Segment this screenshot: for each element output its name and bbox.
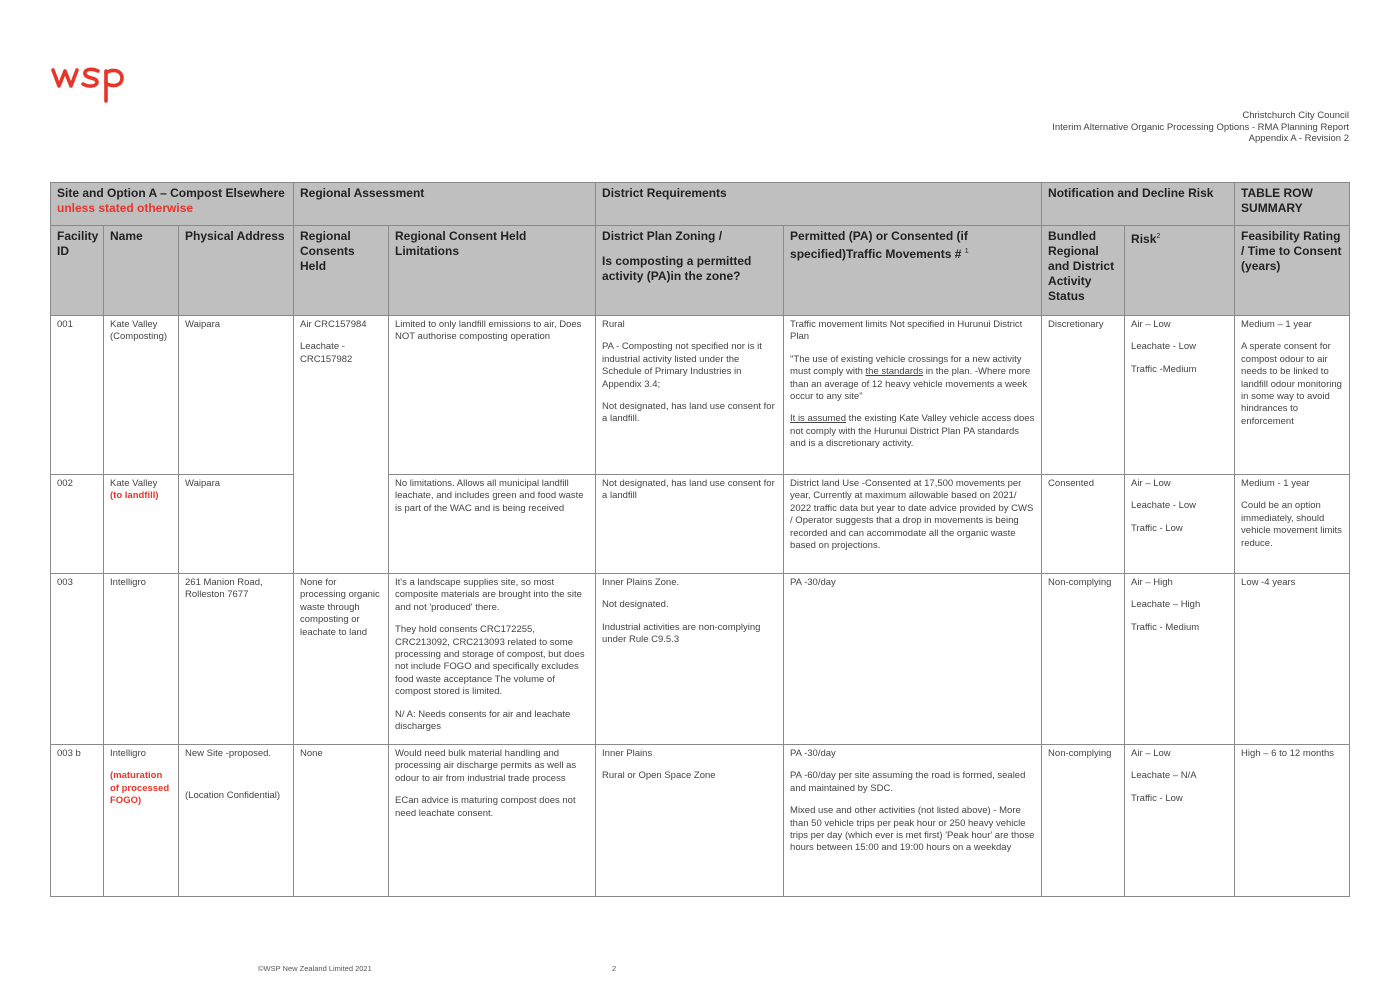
zoning-c: Industrial activities are non-complying under Rule C9.5.3: [602, 621, 761, 646]
risk-air: Air – High: [1131, 577, 1173, 588]
col-status: Bundled Regional and District Activity Status: [1042, 226, 1125, 316]
facility-name: Kate Valley (Composting): [104, 316, 179, 475]
activity-status: Discretionary: [1042, 316, 1125, 475]
traffic-a: Traffic movement limits Not specified in Hurunui District Plan: [790, 319, 1023, 343]
facility-id: 002: [51, 475, 104, 574]
physical-address: [179, 745, 294, 897]
group-site: [51, 183, 294, 226]
risk: [1125, 316, 1235, 475]
group-notification: Notification and Decline Risk: [1042, 183, 1235, 226]
zoning-b: Rural or Open Space Zone: [602, 770, 716, 782]
feasibility-note: A sperate consent for compost odour to air needs to be linked to landfill odour monitoring in some way to avoid hindrances to enforcement: [1241, 341, 1342, 427]
group-regional: Regional Assessment: [294, 183, 596, 226]
traffic-movements: PA -30/day: [784, 574, 1042, 745]
traffic-b: [790, 354, 1035, 404]
zoning-b: PA - Composting not specified nor is it industrial activity listed under the Schedule of Primary Industries in Appendix 3.4;: [602, 341, 762, 390]
risk-air: Air – Low: [1131, 748, 1171, 759]
activity-status: Non-complying: [1042, 574, 1125, 745]
col-limitations: Regional Consent Held Limitations: [389, 226, 596, 316]
col-address: Physical Address: [179, 226, 294, 316]
table-row: [51, 745, 1350, 897]
traffic-b-underline: the standards: [865, 366, 924, 378]
footer-copyright: ©WSP New Zealand Limited 2021: [258, 964, 372, 973]
facility-name: Intelligro: [104, 574, 179, 745]
traffic-c: [790, 413, 1035, 450]
feasibility: [1235, 475, 1350, 574]
col-consents: Regional Consents Held: [294, 226, 389, 316]
risk-air: Air – Low: [1131, 478, 1171, 489]
facility-name: [104, 745, 179, 897]
site-group-title: Site and Option A – Compost Elsewhere: [57, 186, 285, 200]
risk: [1125, 745, 1235, 897]
col-zoning: [596, 226, 784, 316]
traffic-movements: [784, 316, 1042, 475]
feasibility: [1235, 316, 1350, 475]
col-zoning-a: District Plan Zoning /: [602, 229, 723, 243]
facility-name-note: (maturation of processed FOGO): [110, 770, 170, 807]
risk-traffic: Traffic - Low: [1131, 522, 1183, 534]
limitations-b: ECan advice is maturing compost does not need leachate consent.: [395, 795, 576, 819]
report-header: [1052, 110, 1349, 145]
facility-name-note: (to landfill): [110, 490, 159, 502]
risk-traffic: Traffic - Medium: [1131, 621, 1200, 633]
site-group-note: unless stated otherwise: [57, 201, 194, 215]
zoning-c: Not designated, has land use consent for a landfill.: [602, 401, 775, 425]
feasibility-note: Could be an option immediately, should vehicle movement limits reduce.: [1241, 500, 1342, 549]
table-row: [51, 316, 1350, 475]
risk-leachate: Leachate – High: [1131, 599, 1201, 611]
traffic-c-text: the existing Kate Valley vehicle access does not comply with the Hurunui District Plan PA standards and is a discretionary activity.: [790, 413, 1035, 450]
consent-limitations: No limitations. Allows all municipal landfill leachate, and includes green and food waste is part of the WAC and is being received: [389, 475, 596, 574]
report-title: Interim Alternative Organic Processing Options - RMA Planning Report: [1052, 121, 1349, 133]
traffic-b-text: "The use of existing vehicle crossings for a new activity must comply with: [790, 353, 1022, 378]
col-traffic-footnote: 1: [964, 248, 969, 255]
risk-traffic: Traffic -Medium: [1131, 363, 1197, 375]
traffic-a: PA -30/day: [790, 748, 836, 759]
zoning-a: Inner Plains Zone.: [602, 577, 680, 588]
traffic-movements: [784, 745, 1042, 897]
appendix-label: Appendix A - Revision 2: [1248, 133, 1349, 144]
address-b: (Location Confidential): [185, 790, 281, 802]
facility-name: [104, 475, 179, 574]
consent-leachate: Leachate - CRC157982: [300, 341, 353, 365]
consent-limitations: [389, 745, 596, 897]
limitations-b: They hold consents CRC172255, CRC213092, CRC213093 related to some processing and storage of compost, but does not include FOGO and specifically excludes food waste acceptance The volume of compost stored is limited.: [395, 624, 585, 698]
limitations-a: Would need bulk material handling and processing air discharge permits as well as odour to air from industrial trade process: [395, 748, 577, 784]
facility-id: 001: [51, 316, 104, 475]
column-header-row: [51, 226, 1350, 316]
facility-name-text: Intelligro: [110, 748, 146, 759]
risk: [1125, 574, 1235, 745]
risk-air: Air – Low: [1131, 319, 1171, 330]
address-a: New Site -proposed.: [185, 748, 272, 759]
col-traffic-label: Permitted (PA) or Consented (if specified)Traffic Movements #: [790, 229, 968, 261]
facility-id: 003: [51, 574, 104, 745]
group-district: District Requirements: [596, 183, 1042, 226]
regional-consents: None for processing organic waste through composting or leachate to land: [294, 574, 389, 745]
limitations-c: N/ A: Needs consents for air and leachate discharges: [395, 708, 571, 733]
risk-leachate: Leachate - Low: [1131, 341, 1197, 353]
facility-name-text: Kate Valley: [110, 478, 158, 489]
physical-address: Waipara: [179, 475, 294, 574]
client-name: Christchurch City Council: [1242, 110, 1349, 121]
col-risk-label: Risk: [1131, 232, 1157, 246]
risk-traffic: Traffic - Low: [1131, 792, 1183, 804]
traffic-movements: District land Use -Consented at 17,500 movements per year, Currently at maximum allowable based on 2021/ 2022 traffic data but year to date advice provided by CWS / Operator suggests that a drop in movements is being recorded and can accommodate all the organic waste based on projections.: [784, 475, 1042, 574]
feasibility-rating: Medium – 1 year: [1241, 319, 1312, 330]
district-zoning: [596, 745, 784, 897]
col-traffic: [784, 226, 1042, 316]
zoning-a: Inner Plains: [602, 748, 653, 759]
traffic-b: PA -60/day per site assuming the road is formed, sealed and maintained by SDC.: [790, 770, 1026, 794]
regional-consents: None: [294, 745, 389, 897]
district-zoning: [596, 574, 784, 745]
regional-consents: [294, 316, 389, 574]
table-row: [51, 574, 1350, 745]
col-zoning-b: Is composting a permitted activity (PA)in the zone?: [602, 254, 752, 283]
col-feasibility: Feasibility Rating / Time to Consent (years): [1235, 226, 1350, 316]
col-facility-id: Facility ID: [51, 226, 104, 316]
col-risk: [1125, 226, 1235, 316]
traffic-c-underline: It is assumed: [790, 413, 846, 425]
physical-address: Waipara: [179, 316, 294, 475]
activity-status: Non-complying: [1042, 745, 1125, 897]
wsp-logo: [50, 60, 130, 111]
feasibility-rating: Medium - 1 year: [1241, 478, 1310, 489]
limitations-a: It's a landscape supplies site, so most composite materials are brought into the site and not 'produced' there.: [395, 577, 582, 613]
risk-leachate: Leachate – N/A: [1131, 770, 1197, 782]
facility-id: 003 b: [51, 745, 104, 897]
risk: [1125, 475, 1235, 574]
district-zoning: Not designated, has land use consent for a landfill: [596, 475, 784, 574]
zoning-b: Not designated.: [602, 599, 669, 611]
options-table: [50, 182, 1350, 897]
consent-limitations: Limited to only landfill emissions to air, Does NOT authorise composting operation: [389, 316, 596, 475]
risk-leachate: Leachate - Low: [1131, 500, 1197, 512]
consent-limitations: [389, 574, 596, 745]
activity-status: Consented: [1042, 475, 1125, 574]
feasibility: High – 6 to 12 months: [1235, 745, 1350, 897]
table-row: [51, 475, 1350, 574]
group-header-row: [51, 183, 1350, 226]
district-zoning: [596, 316, 784, 475]
traffic-c: Mixed use and other activities (not listed above) - More than 50 vehicle trips per peak hour or 250 heavy vehicle trips per day (which ever is met first) 'Peak hour' are those hours between 15:00 and 19:00 hours on a weekday: [790, 805, 1035, 854]
page-number: 2: [612, 964, 617, 973]
group-summary: TABLE ROW SUMMARY: [1235, 183, 1350, 226]
col-name: Name: [104, 226, 179, 316]
col-risk-footnote: 2: [1156, 233, 1161, 240]
feasibility: Low -4 years: [1235, 574, 1350, 745]
traffic-b-text-end: in the plan. -Where more than an average of 12 heavy vehicle movements a week occur to any site": [790, 366, 1031, 403]
physical-address: 261 Manion Road, Rolleston 7677: [179, 574, 294, 745]
zoning-a: Rural: [602, 319, 625, 330]
consent-air: Air CRC157984: [300, 319, 367, 330]
